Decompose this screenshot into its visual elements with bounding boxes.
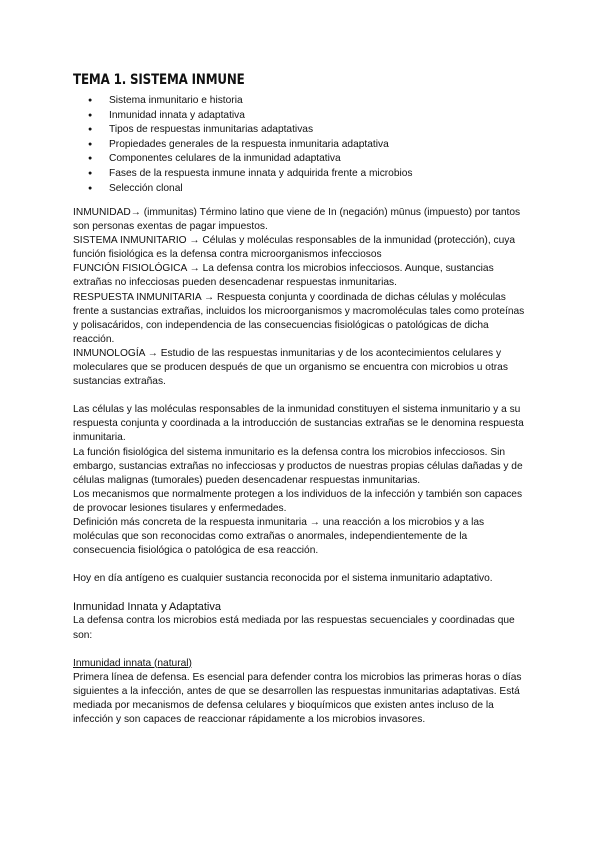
paragraph: Los mecanismos que normalmente protegen a los individuos de la infección y también son capaces de provocar lesiones tisulares y enfermedades.	[73, 488, 523, 514]
paragraph: Definición más concreta de la respuesta inmunitaria → una reacción a los microbios y a las moléculas que son reconocidas como extrañas o anormales, independientemente de la consecuencia fisiológica o patológica de esa reacción.	[73, 516, 485, 557]
topic-item: ● Propiedades generales de la respuesta inmunitaria adaptativa	[88, 138, 413, 153]
antigen-note: Hoy en día antígeno es cualquier sustancia reconocida por el sistema inmunitario adaptativo.	[73, 573, 493, 585]
definition-inmunidad: INMUNIDAD→ (immunitas) Término latino que viene de In (negación) mūnus (impuesto) por tantos son personas exentas de pagar impuestos.	[73, 207, 521, 233]
definition-respuesta-inmunitaria: RESPUESTA INMUNITARIA → Respuesta conjunta y coordinada de dichas células y moléculas frente a sustancias extrañas, incluidos los microorganismos y macromoléculas tales como proteínas y polisacáridos, con independencia de las consecuencias fisiológicas o patológicas de dicha reacción.	[73, 291, 525, 345]
topic-item: ● Sistema inmunitario e historia	[88, 94, 413, 109]
section-heading: Inmunidad Innata y Adaptativa	[73, 601, 221, 614]
paragraph: La función fisiológica del sistema inmunitario es la defensa contra los microbios infecciosos. Sin embargo, sustancias extrañas no infecciosas y productos de nuestras propias células dañadas y de células malignas (tumorales) pueden desencadenar respuestas inmunitarias.	[73, 446, 523, 486]
innate-text: Primera línea de defensa. Es esencial para defender contra los microbios las primeras horas o días siguientes a la infección, antes de que se desarrollen las respuestas inmunitarias adaptativas. Está mediada por mecanismos de defensa celulares y bioquímicos que existen antes incluso de la infección y son capaces de reaccionar rápidamente a los microbios invasores.	[73, 671, 522, 725]
topic-item: ● Fases de la respuesta inmune innata y adquirida frente a microbios	[88, 167, 413, 182]
definition-sistema-inmunitario: SISTEMA INMUNITARIO → Células y moléculas responsables de la inmunidad (protección), cuya función fisiológica es la defensa contra microorganismos infecciosos	[73, 235, 516, 261]
definition-inmunologia: INMUNOLOGÍA → Estudio de las respuestas inmunitarias y de los acontecimientos celulares y moleculares que se producen después de que un organismo se encuentra con microbios u otras sustancias extrañas.	[73, 347, 508, 388]
document-body	[73, 206, 529, 727]
topic-item: ● Selección clonal	[88, 182, 413, 197]
document-title: TEMA 1. SISTEMA INMUNE	[73, 72, 245, 88]
paragraph: Las células y las moléculas responsables de la inmunidad constituyen el sistema inmunitario y a su respuesta conjunta y coordinada a la introducción de sustancias extrañas se le denomina respuesta inmunitaria.	[73, 404, 524, 444]
definition-funcion-fisiologica: FUNCIÓN FISIOLÓGICA → La defensa contra los microbios infecciosos. Aunque, sustancias extrañas no infecciosas pueden desencadenar respuestas inmunitarias.	[73, 263, 494, 289]
topic-item: ● Inmunidad innata y adaptativa	[88, 109, 413, 124]
topic-list	[88, 94, 413, 196]
innate-heading: Inmunidad innata (natural)	[73, 657, 192, 669]
section-intro: La defensa contra los microbios está mediada por las respuestas secuenciales y coordinadas que son:	[73, 615, 515, 641]
topic-item: ● Tipos de respuestas inmunitarias adaptativas	[88, 123, 413, 138]
topic-item: ● Componentes celulares de la inmunidad adaptativa	[88, 152, 413, 167]
